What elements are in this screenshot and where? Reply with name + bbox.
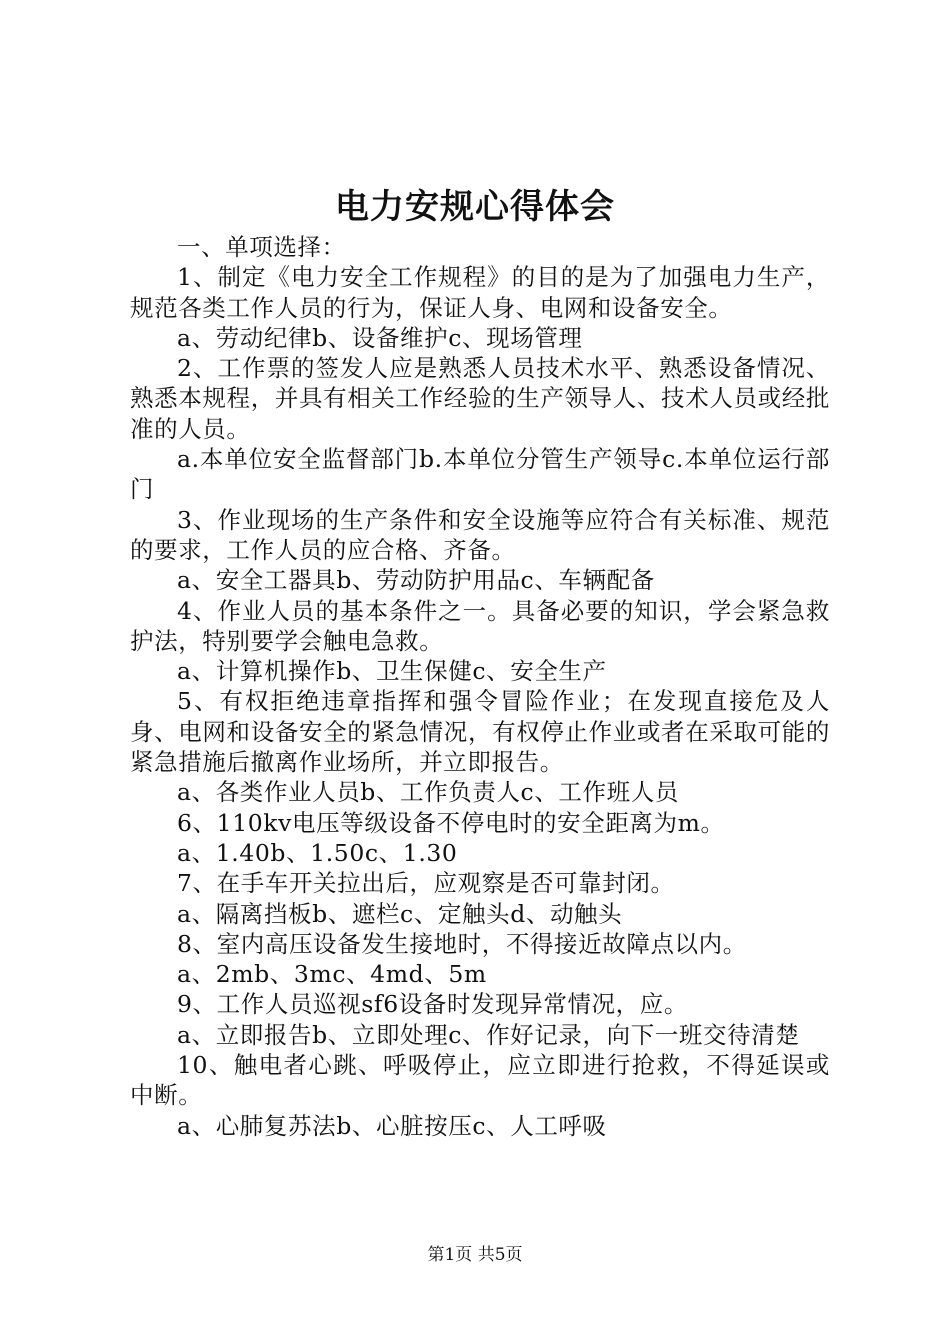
section-heading: 一、单项选择： [177, 233, 346, 261]
question-4: 4、作业人员的基本条件之一。具备必要的知识，学会紧急救护法，特别要学会触电急救。 [130, 596, 830, 655]
options-3: a、安全工器具b、劳动防护用品c、车辆配备 [177, 566, 655, 595]
options-5: a、各类作业人员b、工作负责人c、工作班人员 [177, 778, 679, 807]
question-1: 1、制定《电力安全工作规程》的目的是为了加强电力生产，规范各类工作人员的行为，保证人身、电网和设备安全。 [130, 263, 830, 322]
question-3: 3、作业现场的生产条件和安全设施等应符合有关标准、规范的要求，工作人员的应合格、齐备。 [130, 505, 830, 564]
options-9: a、立即报告b、立即处理c、作好记录，向下一班交待清楚 [177, 1020, 800, 1049]
options-7: a、隔离挡板b、遮栏c、定触头d、动触头 [177, 899, 623, 928]
options-4: a、计算机操作b、卫生保健c、安全生产 [177, 657, 607, 686]
document-body [130, 232, 830, 1141]
options-1: a、劳动纪律b、设备维护c、现场管理 [177, 323, 583, 352]
options-2: a.本单位安全监督部门b.本单位分管生产领导c.本单位运行部门 [130, 445, 830, 504]
page-number-footer: 第1页 共5页 [427, 1245, 523, 1265]
question-9: 9、工作人员巡视sf6设备时发现异常情况，应。 [177, 990, 688, 1019]
question-2: 2、工作票的签发人应是熟悉人员技术水平、熟悉设备情况、熟悉本规程，并具有相关工作经验的生产领导人、技术人员或经批准的人员。 [130, 354, 830, 443]
question-10: 10、触电者心跳、呼吸停止，应立即进行抢救，不得延误或中断。 [130, 1051, 830, 1110]
options-6: a、1.40b、1.50c、1.30 [177, 838, 458, 867]
question-8: 8、室内高压设备发生接地时，不得接近故障点以内。 [177, 929, 747, 958]
options-10: a、心肺复苏法b、心脏按压c、人工呼吸 [177, 1111, 607, 1140]
question-5: 5、有权拒绝违章指挥和强令冒险作业；在发现直接危及人身、电网和设备安全的紧急情况，有权停止作业或者在采取可能的紧急措施后撤离作业场所，并立即报告。 [130, 687, 830, 777]
options-8: a、2mb、3mc、4md、5m [177, 960, 487, 989]
question-7: 7、在手车开关拉出后，应观察是否可靠封闭。 [177, 869, 675, 898]
question-6: 6、110kv电压等级设备不停电时的安全距离为m。 [177, 808, 725, 837]
document-title: 电力安规心得体会 [335, 187, 615, 227]
